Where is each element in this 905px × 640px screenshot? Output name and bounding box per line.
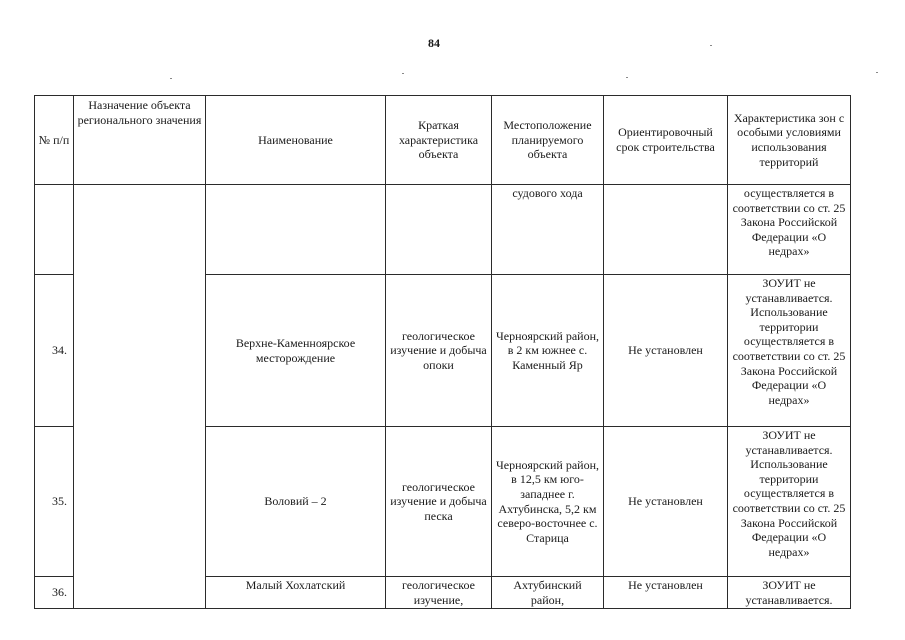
row-number: 36. xyxy=(35,577,74,609)
scan-speck xyxy=(626,77,628,78)
scan-speck xyxy=(402,73,404,74)
zone-characteristics: ЗОУИТ не устанавливается. xyxy=(728,577,851,609)
scan-speck xyxy=(710,45,712,46)
scan-speck xyxy=(876,72,878,73)
construction-term: Не установлен xyxy=(604,577,728,609)
object-name: Верхне-Каменноярское месторождение xyxy=(206,275,386,427)
table-row xyxy=(35,185,851,275)
object-description xyxy=(386,185,492,275)
object-location: судового хода xyxy=(492,185,604,275)
object-name xyxy=(206,185,386,275)
object-name: Воловий – 2 xyxy=(206,427,386,577)
zone-characteristics: ЗОУИТ не устанавливается. Использование территории осуществляется в соответствии со ст. 25 Закона Российской Федерации «О недрах» xyxy=(728,427,851,577)
registry-table xyxy=(34,95,851,609)
table-header-row xyxy=(35,96,851,185)
row-number: 35. xyxy=(35,427,74,577)
construction-term: Не установлен xyxy=(604,275,728,427)
page-number: 84 xyxy=(428,36,440,50)
header-num: № п/п xyxy=(35,96,74,185)
header-description: Краткая характеристика объекта xyxy=(386,96,492,185)
header-term: Ориентировочный срок строительства xyxy=(604,96,728,185)
header-purpose: Назначение объекта регионального значения xyxy=(74,96,206,185)
header-zones: Характеристика зон с особыми условиями использования территорий xyxy=(728,96,851,185)
zone-characteristics: ЗОУИТ не устанавливается. Использование территории осуществляется в соответствии со ст. 25 Закона Российской Федерации «О недрах» xyxy=(728,275,851,427)
object-location: Черноярский район, в 12,5 км юго-западнее г. Ахтубинска, 5,2 км северо-восточнее с. Старица xyxy=(492,427,604,577)
object-location: Ахтубинский район, xyxy=(492,577,604,609)
row-number: 34. xyxy=(35,275,74,427)
construction-term: Не установлен xyxy=(604,427,728,577)
object-location: Черноярский район, в 2 км южнее с. Каменный Яр xyxy=(492,275,604,427)
object-name: Малый Хохлатский xyxy=(206,577,386,609)
object-description: геологическое изучение, xyxy=(386,577,492,609)
object-description: геологическое изучение и добыча песка xyxy=(386,427,492,577)
header-location: Местоположение планируемого объекта xyxy=(492,96,604,185)
row-number xyxy=(35,185,74,275)
purpose-cell xyxy=(74,185,206,609)
construction-term xyxy=(604,185,728,275)
object-description: геологическое изучение и добыча опоки xyxy=(386,275,492,427)
scan-speck xyxy=(170,78,172,79)
zone-characteristics: осуществляется в соответствии со ст. 25 Закона Российской Федерации «О недрах» xyxy=(728,185,851,275)
header-name: Наименование xyxy=(206,96,386,185)
